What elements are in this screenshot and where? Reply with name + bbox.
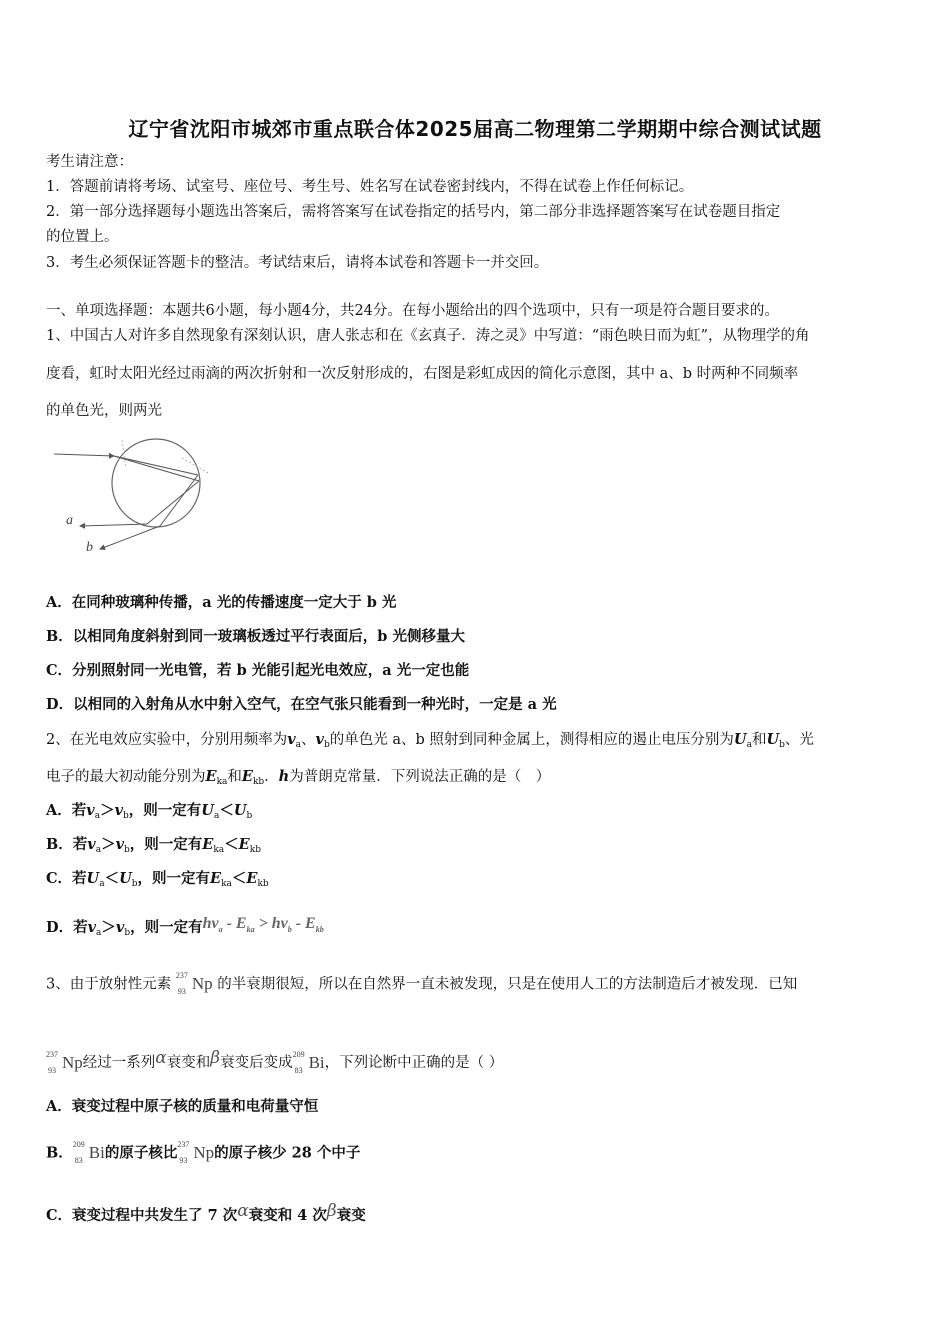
nu-symbol: v [287, 731, 296, 748]
option-text: ，则一定有 [137, 870, 210, 887]
subscript: b [323, 740, 330, 750]
bismuth-nuclide [292, 1049, 325, 1075]
subscript: kb [315, 925, 324, 935]
element-symbol: Np [62, 1052, 83, 1072]
label-a: a [66, 513, 73, 528]
e-symbol: E [210, 870, 222, 887]
q2-text: 和 [751, 732, 767, 748]
q2-option-b [46, 835, 261, 860]
nu-symbol: v [315, 731, 324, 748]
subscript: kb [257, 879, 269, 889]
h-symbol: h [278, 768, 290, 785]
subscript: a [213, 811, 220, 821]
q1-option-b: B．以相同角度斜射到同一玻璃板透过平行表面后，b 光侧移量大 [46, 628, 465, 645]
q3-text: 衰变后变成 [220, 1055, 293, 1071]
q3-option-a: A．衰变过程中原子核的质量和电荷量守恒 [46, 1098, 319, 1115]
formula-hv: hv [202, 915, 219, 932]
formula [202, 915, 324, 935]
atomic-number: 83 [294, 1065, 303, 1075]
e-symbol: E [205, 768, 217, 785]
notice-heading: 考生请注意： [46, 154, 133, 170]
q1-line-3: 的单色光，则两光 [46, 403, 162, 419]
q2-text: 电子的最大初动能分别为 [46, 769, 206, 785]
formula-e: E [235, 915, 247, 932]
subscript: ka [221, 879, 232, 889]
nu-symbol: v [115, 836, 125, 853]
label-b: b [86, 540, 93, 555]
atomic-number: 83 [74, 1156, 83, 1165]
nu-symbol: v [87, 919, 97, 936]
neptunium-nuclide [177, 1140, 215, 1165]
q1-line-2: 度看，虹时太阳光经过雨滴的两次折射和一次反射形成的，右图是彩虹成因的简化示意图，其中 a、b 时两种不同频率 [46, 366, 799, 382]
reflected-ray-a [147, 481, 199, 524]
rainbow-raindrop-diagram [52, 438, 217, 558]
option-text: ，则一定有 [130, 919, 203, 936]
operator: ＜ [224, 836, 239, 853]
q3-text: 经过一系列 [82, 1055, 156, 1071]
e-symbol: E [202, 836, 214, 853]
option-text: ，则一定有 [128, 802, 202, 819]
page-title: 辽宁省沈阳市城郊市重点联合体2025届高二物理第二学期期中综合测试试题 [128, 117, 822, 141]
operator: ＞ [100, 802, 115, 819]
refracted-ray-2 [114, 456, 198, 475]
subscript: b [123, 811, 129, 821]
operator: ＞ [101, 836, 116, 853]
q3-text: 的半衰期很短，所以在自然界一直未被发现，只是在使用人工的方法制造后才被发现．已知 [217, 976, 798, 993]
formula-op: - [222, 915, 236, 932]
exit-ray-a [80, 524, 147, 526]
e-symbol: E [246, 870, 258, 887]
mass-number: 237 [46, 1049, 58, 1059]
q3-line-2 [46, 1048, 503, 1074]
element-symbol: Bi [88, 1143, 105, 1162]
mass-number: 237 [177, 1140, 190, 1149]
q1-option-c: C．分别照射同一光电管，若 b 光能引起光电效应，a 光一定也能 [46, 662, 470, 679]
refracted-ray-1 [114, 456, 199, 481]
notice-item-3: 3．考生必须保证答题卡的整洁。考试结束后，请将本试卷和答题卡一并交回。 [46, 255, 549, 271]
operator: ＜ [219, 802, 234, 819]
u-symbol: U [233, 802, 247, 819]
subscript: a [99, 879, 105, 889]
subscript: a [295, 740, 302, 750]
notice-item-2b: 的位置上。 [46, 229, 119, 245]
subscript: a [94, 811, 101, 821]
subscript: kb [249, 845, 261, 855]
option-text: C．衰变过程中共发生了 7 次 [46, 1207, 238, 1224]
operator: ＜ [231, 870, 247, 887]
option-text: 衰变和 4 次 [248, 1207, 327, 1224]
formula-hv: hv [271, 915, 288, 932]
element-symbol: Np [193, 1143, 215, 1162]
normal-line-2 [182, 458, 210, 474]
subscript: b [779, 740, 785, 750]
separator: 、 [301, 732, 316, 748]
option-label: D．若 [46, 919, 88, 936]
subscript: a [746, 740, 752, 750]
subscript: ka [216, 777, 228, 787]
u-symbol: U [766, 731, 780, 748]
operator: ＜ [104, 870, 120, 887]
u-symbol: U [86, 870, 100, 887]
u-symbol: U [119, 870, 132, 887]
q3-option-c [46, 1201, 366, 1226]
formula-e: E [305, 915, 316, 932]
nu-symbol: v [86, 802, 95, 819]
q2-text: 的单色光 a、b 照射到同种金属上，测得相应的遏止电压分别为 [329, 732, 734, 748]
reflected-ray-b [160, 475, 198, 526]
u-symbol: U [733, 731, 747, 748]
beta-symbol: β [326, 1201, 337, 1221]
subscript: a [95, 845, 102, 855]
subscript: b [246, 811, 253, 821]
notice-item-1: 1．答题前请将考场、试室号、座位号、考生号、姓名写在试卷密封线内，不得在试卷上作任何标记。 [46, 179, 694, 195]
q2-option-d [46, 914, 324, 943]
neptunium-nuclide [175, 971, 213, 996]
option-text: ，则一定有 [129, 836, 203, 853]
subscript: ka [213, 845, 225, 855]
subscript: a [218, 925, 223, 935]
q2-option-a [46, 801, 252, 826]
q2-text: 2、在光电效应实验中，分别用频率为 [46, 732, 288, 748]
q2-text: 为普朗克常量．下列说法正确的是（ ） [289, 769, 551, 785]
q3-line-1 [46, 971, 798, 996]
bismuth-nuclide [72, 1140, 105, 1165]
raindrop-circle [112, 439, 200, 527]
q2-line-1 [46, 730, 814, 755]
e-symbol: E [241, 768, 253, 785]
nu-symbol: v [87, 836, 96, 853]
option-label: C．若 [46, 870, 87, 887]
q2-line-2 [46, 767, 550, 792]
q1-option-a: A．在同种玻璃种传播，a 光的传播速度一定大于 b 光 [46, 594, 397, 611]
subscript: b [124, 845, 130, 855]
subscript: ka [246, 925, 255, 935]
u-symbol: U [201, 802, 214, 819]
nu-symbol: v [114, 802, 124, 819]
q1-line-1: 1、中国古人对许多自然现象有深刻认识，唐人张志和在《玄真子．涛之灵》中写道：“雨色映日而为虹”，从物理学的角 [46, 328, 810, 344]
mass-number: 237 [175, 971, 188, 980]
operator: ＞ [101, 919, 116, 936]
mass-number: 209 [292, 1049, 305, 1059]
exit-ray-b [100, 526, 160, 549]
q2-text: 、光 [784, 732, 814, 748]
section-heading: 一、单项选择题：本题共6小题，每小题4分，共24分。在每小题给出的四个选项中，只有一项是符合题目要求的。 [46, 303, 779, 319]
q3-text: ，下列论断中正确的是（ ） [324, 1055, 504, 1071]
beta-symbol: β [210, 1048, 221, 1068]
incident-ray [54, 454, 114, 456]
option-text: 衰变 [336, 1207, 366, 1224]
element-symbol: Np [191, 974, 213, 993]
subscript: kb [252, 777, 265, 787]
option-label: B．若 [46, 836, 88, 853]
neptunium-nuclide [46, 1049, 83, 1075]
subscript: a [96, 928, 102, 938]
subscript: b [287, 925, 292, 935]
atomic-number: 93 [177, 987, 186, 996]
atomic-number: 93 [179, 1156, 188, 1165]
q3-text: 3、由于放射性元素 [46, 976, 172, 993]
formula-op: - [291, 915, 306, 932]
e-symbol: E [238, 836, 250, 853]
q3-text: 衰变和 [166, 1055, 211, 1071]
q3-option-b [46, 1140, 361, 1165]
option-label: B． [46, 1144, 73, 1162]
subscript: b [131, 879, 138, 889]
q2-text: ． [264, 769, 279, 785]
notice-item-2a: 2．第一部分选择题每小题选出答案后，需将答案写在试卷指定的括号内，第二部分非选择题答案写在试卷题目指定 [46, 204, 781, 220]
q2-option-c [46, 869, 269, 894]
formula-op: > [254, 915, 272, 932]
option-text: 的原子核比 [104, 1144, 178, 1162]
option-label: A．若 [46, 802, 87, 819]
subscript: b [124, 928, 131, 938]
mass-number: 209 [72, 1140, 85, 1149]
q1-option-d: D．以相同的入射角从水中射入空气，在空气张只能看到一种光时，一定是 a 光 [46, 696, 557, 713]
alpha-symbol: α [155, 1048, 167, 1068]
element-symbol: Bi [308, 1052, 325, 1072]
option-text: 的原子核少 28 个中子 [214, 1144, 361, 1162]
nu-symbol: v [115, 919, 125, 936]
alpha-symbol: α [237, 1201, 249, 1221]
atomic-number: 93 [48, 1065, 56, 1075]
q2-text: 和 [227, 769, 242, 785]
